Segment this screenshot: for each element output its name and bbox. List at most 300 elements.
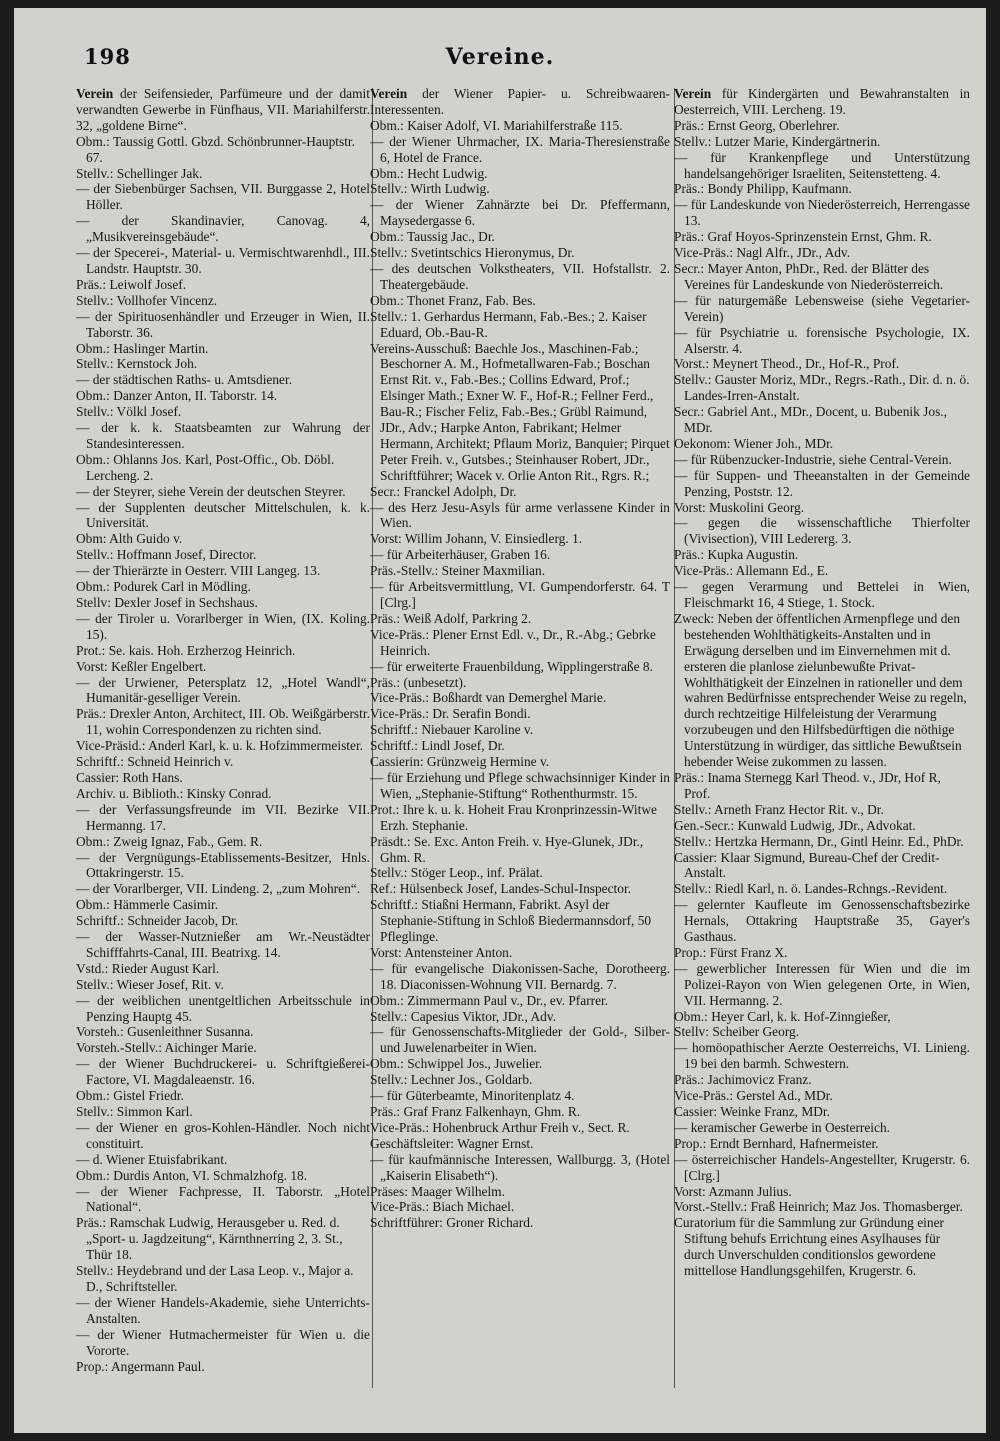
entry-text: Stellv.: Hertzka Hermann, Dr., Gintl Heinr. Ed., PhDr. [674,833,964,849]
officer-line [76,166,370,182]
directory-entry [674,293,970,325]
officer-line [674,1088,970,1104]
officer-line [370,118,670,134]
entry-text: — für evangelische Diakonissen-Sache, Dorotheerg. 18. Diaconissen-Wohnung VII. Bernardg. 7. [370,960,670,992]
entry-text: Stellv.: Kernstock Joh. [76,356,198,372]
officer-line [674,611,970,770]
officer-line [76,754,370,770]
entry-text: — der Specerei-, Material- u. Vermischtwarenhdl., III. Landstr. Hauptstr. 30. [76,245,370,276]
officer-line [76,388,370,404]
officer-line [76,1168,370,1184]
entry-text: — der Wiener Hutmachermeister für Wien u. die Vororte. [76,1326,370,1358]
officer-line [370,611,670,627]
entry-text: — für Erziehung und Pflege schwachsinniger Kinder in Wien, „Stephanie-Stiftung“ Rothenthurmstr. 15. [370,769,670,801]
officer-line [370,802,670,834]
officer-line [674,372,970,404]
officer-line [76,1040,370,1056]
officer-line [370,1056,670,1072]
officer-line [76,341,370,357]
directory-entry [370,1088,670,1104]
officer-line [370,754,670,770]
officer-line [76,897,370,913]
officer-line [76,913,370,929]
officer-line [370,1072,670,1088]
entry-text: Stellv: Scheiber Georg. [674,1024,800,1040]
officer-line [674,547,970,563]
entry-text: Vice-Präsid.: Anderl Karl, k. u. k. Hofzimmermeister. [76,738,364,754]
officer-line [76,1215,370,1263]
entry-text: — der Vergnügungs-Etablissements-Besitzer, Hnls. Ottakringerstr. 15. [76,849,370,881]
entry-text: Obm.: Taussig Jac., Dr. [370,229,495,245]
entry-text: — der Wiener Uhrmacher, IX. Maria-Theresienstraße 6, Hotel de France. [370,133,670,165]
directory-entry [76,500,370,532]
officer-line [370,309,670,341]
officer-line [370,834,670,866]
officer-line [674,356,970,372]
entry-text: — für Suppen- und Theeanstalten in der Gemeinde Penzing, Poststr. 12. [674,467,970,499]
entry-heading: Verein [76,86,114,101]
entry-text: Vorst: Keßler Engelbert. [76,658,207,674]
directory-entry [76,1120,370,1152]
entry-text: — für Landeskunde von Niederösterreich, Herrengasse 13. [674,197,970,229]
entry-text: Vorst: Willim Johann, V. Einsiedlerg. 1. [370,531,583,547]
directory-entry [76,420,370,452]
book-page [14,8,986,1433]
page-number: 198 [84,44,131,69]
officer-line [674,500,970,516]
entry-text: Präs.: Graf Franz Falkenhayn, Ghm. R. [370,1104,581,1119]
officer-line [76,643,370,659]
officer-line [370,675,670,691]
entry-text: — des deutschen Volkstheaters, VII. Hofstallstr. 2. Theatergebäude. [370,260,670,292]
entry-heading: Verein [674,86,712,101]
entry-text: — der Spirituosenhändler und Erzeuger in Wien, II. Taborstr. 36. [76,308,370,340]
entry-text: Stellv.: Lutzer Marie, Kindergärtnerin. [674,133,881,149]
entry-text: Schriftf.: Niebauer Karoline v. [370,722,534,738]
entry-text: Zweck: Neben der öffentlichen Armenpflege und den bestehenden Wohlthätigkeits-Anstalten und in Erwägung derselben und im Einvernehmen mit d. ersteren die planlose zielunbewußte Privat-Wohlthätigkeit der Einzelnen in rationeller und dem wahren Bedürfnisse entsprechender Weise zu regeln, durch rechtzeitige Hilfeleistung der Verarmung vorzubeugen und den Hilfsbedürftigen die nöthige Unterstützung in würdiger, das sittliche Bewußtsein hebender Weise zukommen zu lassen. [674,610,967,770]
directory-entry [674,1152,970,1184]
officer-line [674,818,970,834]
entry-text: Vice-Präs.: Hohenbruck Arthur Freih v., Sect. R. [370,1119,630,1135]
entry-text: — der k. k. Staatsbeamten zur Wahrung der Standesinteressen. [76,420,370,451]
directory-entry [674,1040,970,1072]
officer-line [674,1136,970,1152]
entry-text: Stellv.: 1. Gerhardus Hermann, Fab.-Bes.; 2. Kaiser Eduard, Ob.-Bau-R. [370,308,647,340]
entry-text: — der Wiener Buchdruckerei- u. Schriftgießerei-Factore, VI. Magdaleaenstr. 16. [76,1056,370,1088]
entry-text: Archiv. u. Biblioth.: Kinsky Conrad. [76,785,272,801]
entry-text: — der Wiener en gros-Kohlen-Händler. Noch nicht constituirt. [76,1119,370,1151]
entry-text: — der Siebenbürger Sachsen, VII. Burggasse 2, Hotel Höller. [76,181,370,213]
directory-entry [76,563,370,579]
officer-line [76,356,370,372]
directory-entry [370,659,670,675]
entry-text: Obm.: Hämmerle Casimir. [76,897,219,913]
entry-text: Präs.: (unbesetzt). [370,674,467,690]
entry-text: — für erweiterte Frauenbildung, Wipplingerstraße 8. [370,658,653,674]
directory-entry [76,86,370,134]
entry-text: Gen.-Secr.: Kunwald Ludwig, JDr., Advokat. [674,817,916,833]
directory-entry [674,961,970,1009]
directory-entry [674,197,970,229]
entry-text: Stellv.: Schellinger Jak. [76,165,203,181]
entry-text: Vorst.-Stellv.: Fraß Heinrich; Maz Jos. Thomasberger. [674,1199,963,1215]
entry-text: Obm.: Taussig Gottl. Gbzd. Schönbrunner-Hauptstr. 67. [76,133,355,165]
directory-entry [370,197,670,229]
entry-text: Cassier: Roth Hans. [76,769,183,785]
entry-text: — für kaufmännische Interessen, Wallburgg. 3, (Hotel „Kaiserin Elisabeth“). [370,1151,670,1183]
page-title: Vereine. [445,44,555,70]
officer-line [76,277,370,293]
entry-text: — gelernter Kaufleute im Genossenschaftsbezirke Hernals, Ottakring Hauptstraße 35, Gayer's Gasthaus. [674,897,970,945]
entry-text: — der Wiener Fachpresse, II. Taborstr. „Hotel National“. [76,1183,370,1215]
officer-line [370,245,670,261]
entry-text: Schriftf.: Schneid Heinrich v. [76,754,234,770]
officer-line [370,1009,670,1025]
entry-text: Prop.: Fürst Franz X. [674,944,788,960]
entry-text: — der Wiener Zahnärzte bei Dr. Pfeffermann, Maysedergasse 6. [370,197,670,229]
entry-text: Präs.: Kupka Augustin. [674,547,799,563]
entry-text: Stellv.: Stöger Leop., inf. Prälat. [370,865,543,881]
officer-line [76,706,370,738]
entry-text: Vice-Präs.: Nagl Alfr., JDr., Adv. [674,245,851,261]
entry-text: Präs.: Graf Hoyos-Sprinzenstein Ernst, Ghm. R. [674,229,932,245]
officer-line [674,229,970,245]
directory-entry [674,325,970,357]
directory-entry [370,261,670,293]
entry-text: Stellv: Dexler Josef in Sechshaus. [76,595,258,610]
entry-text: für Kindergärten und Bewahranstalten in Oesterreich, VIII. Lercheng. 19. [674,86,970,117]
entry-text: Präs.: Inama Sternegg Karl Theod. v., JDr, Hof R, Prof. [674,769,941,801]
officer-line [674,245,970,261]
entry-text: Präsdt.: Se. Exc. Anton Freih. v. Hye-Glunek, JDr., Ghm. R. [370,833,644,865]
officer-line [370,738,670,754]
entry-text: Vorst: Muskolini Georg. [674,499,805,515]
entry-text: Obm.: Durdis Anton, VI. Schmalzhofg. 18. [76,1167,308,1183]
directory-entry [76,1295,370,1327]
officer-line [674,802,970,818]
entry-text: — der Supplenten deutscher Mittelschulen, k. k. Universität. [76,499,370,531]
officer-line [674,850,970,882]
entry-heading: Verein [370,86,408,101]
entry-text: Präs.-Stellv.: Steiner Maxmilian. [370,563,546,579]
entry-text: Secr.: Franckel Adolph, Dr. [370,483,517,499]
officer-line [370,531,670,547]
directory-entry [674,452,970,468]
directory-entry [76,1327,370,1359]
directory-entry [76,675,370,707]
entry-text: Cassierin: Grünzweig Hermine v. [370,754,550,770]
directory-entry [76,993,370,1025]
entry-text: Stellv.: Völkl Josef. [76,404,182,420]
entry-text: Obm.: Zweig Ignaz, Fab., Gem. R. [76,833,263,849]
officer-line [370,341,670,484]
officer-line [674,563,970,579]
entry-text: — keramischer Gewerbe in Oesterreich. [674,1119,891,1135]
entry-text: Stellv.: Riedl Karl, n. ö. Landes-Rchngs.-Revident. [674,881,948,897]
entry-text: — der Steyrer, siehe Verein der deutschen Steyrer. [76,483,346,499]
officer-line [76,547,370,563]
entry-text: Stellv.: Vollhofer Vincenz. [76,292,218,308]
directory-entry [370,961,670,993]
officer-line [674,118,970,134]
entry-text: Vice-Präs.: Allemann Ed., E. [674,563,829,579]
officer-line [370,1199,670,1215]
entry-text: — der Thierärzte in Oesterr. VIII Langeg. 13. [76,563,321,579]
officer-line [76,1024,370,1040]
directory-entry [76,484,370,500]
entry-text: — des Herz Jesu-Asyls für arme verlassene Kinder in Wien. [370,499,670,531]
entry-text: Obm.: Hecht Ludwig. [370,165,488,181]
entry-text: — für Psychiatrie u. forensische Psychologie, IX. Alserstr. 4. [674,324,970,356]
entry-text: — für Güterbeamte, Minoritenplatz 4. [370,1088,575,1104]
entry-text: Obm.: Ohlanns Jos. Karl, Post-Offic., Ob. Döbl. Lercheng. 2. [76,451,335,483]
officer-line [370,865,670,881]
directory-entry [370,1024,670,1056]
officer-line [674,1104,970,1120]
entry-text: Vorst.: Meynert Theod., Dr., Hof-R., Prof. [674,356,900,372]
officer-line [76,452,370,484]
entry-text: Vice-Präs.: Boßhardt van Demerghel Marie. [370,690,607,706]
entry-text: — gewerblicher Interessen für Wien und die im Polizei-Rayon von Wien gelegenen Orte, in Wien, VII. Hermanng. 2. [674,960,970,1008]
entry-text: Prop.: Erndt Bernhard, Hafnermeister. [674,1135,879,1151]
entry-text: Secr.: Mayer Anton, PhDr., Red. der Blätter des Vereines für Landeskunde von Niederösterreich. [674,260,944,292]
entry-text: — der Urwiener, Petersplatz 12, „Hotel Wandl“, Humanitär-geselliger Verein. [76,674,370,706]
entry-text: Vorst: Antensteiner Anton. [370,944,513,960]
entry-text: Obm.: Zimmermann Paul v., Dr., ev. Pfarrer. [370,992,609,1008]
directory-entry [674,897,970,945]
officer-line [370,1136,670,1152]
directory-entry [370,579,670,611]
entry-text: Obm: Alth Guido v. [76,531,183,547]
officer-line [674,770,970,802]
entry-text: Obm.: Schwippel Jos., Juwelier. [370,1056,543,1072]
directory-entry [370,500,670,532]
directory-entry [76,1152,370,1168]
directory-entry [370,1152,670,1184]
officer-line [76,579,370,595]
directory-entry [674,1120,970,1136]
officer-line [674,181,970,197]
officer-line [76,961,370,977]
officer-line [370,1215,670,1231]
officer-line [370,993,670,1009]
officer-line [76,595,370,611]
entry-text: Secr.: Gabriel Ant., MDr., Docent, u. Bubenik Jos., MDr. [674,404,947,436]
entry-text: Vstd.: Rieder August Karl. [76,960,220,976]
entry-text: — für Krankenpflege und Unterstützung handelsangehöriger Israeliten, Seitenstetteng. 4. [674,149,970,181]
officer-line [76,293,370,309]
entry-text: Stellv.: Gauster Moriz, MDr., Regrs.-Rath., Dir. d. n. ö. Landes-Irren-Anstalt. [674,372,970,404]
entry-text: Schriftf.: Stiaßni Hermann, Fabrikt. Asyl der Stephanie-Stiftung in Schloß Biedermannsdorf, 50 Pfleglinge. [370,897,652,945]
entry-text: — homöopathischer Aerzte Oesterreichs, VI. Linieng. 19 bei den barmh. Schwestern. [674,1040,970,1072]
officer-line [370,1184,670,1200]
entry-text: — der Skandinavier, Canovag. 4, „Musikvereinsgebäude“. [76,213,370,245]
entry-text: Oekonom: Wiener Joh., MDr. [674,435,834,451]
directory-entry [76,611,370,643]
officer-line [674,1215,970,1279]
officer-line [370,484,670,500]
officer-line [674,261,970,293]
entry-text: Prot.: Se. kais. Hoh. Erzherzog Heinrich. [76,642,296,658]
entry-text: Präses: Maager Wilhelm. [370,1183,505,1199]
entry-text: — der Wasser-Nutznießer am Wr.-Neustädter Schifffahrts-Canal, III. Beatrixg. 14. [76,929,370,960]
directory-entry [674,86,970,118]
entry-text: Schriftführer: Groner Richard. [370,1215,534,1231]
directory-entry [370,547,670,563]
entry-text: Obm.: Thonet Franz, Fab. Bes. [370,292,536,308]
entry-text: Präs.: Weiß Adolf, Parkring 2. [370,610,532,626]
directory-entry [76,213,370,245]
entry-text: Stellv.: Lechner Jos., Goldarb. [370,1072,533,1088]
entry-text: Prop.: Angermann Paul. [76,1358,205,1374]
officer-line [370,1104,670,1120]
entry-text: Obm.: Heyer Carl, k. k. Hof-Zinngießer, [674,1008,891,1024]
officer-line [674,945,970,961]
entry-text: Stellv.: Simmon Karl. [76,1104,193,1119]
directory-entry [370,134,670,166]
directory-entry [76,881,370,897]
officer-line [370,293,670,309]
officer-line [76,786,370,802]
entry-text: Geschäftsleiter: Wagner Ernst. [370,1135,534,1151]
officer-line [370,945,670,961]
entry-text: — der Vorarlberger, VII. Lindeng. 2, „zum Mohren“. [76,881,361,897]
officer-line [674,134,970,150]
entry-text: Stellv.: Heydebrand und der Lasa Leop. v., Major a. D., Schriftsteller. [76,1263,354,1294]
officer-line [76,738,370,754]
directory-entry [76,1056,370,1088]
directory-entry [76,181,370,213]
officer-line [76,1104,370,1120]
entry-text: — für naturgemäße Lebensweise (siehe Vegetarier-Verein) [674,292,970,324]
officer-line [674,1199,970,1215]
entry-text: Obm.: Haslinger Martin. [76,340,209,356]
directory-entry [76,850,370,882]
directory-entry [674,515,970,547]
entry-text: — der städtischen Raths- u. Amtsdiener. [76,372,293,388]
entry-text: Obm.: Podurek Carl in Mödling. [76,579,251,595]
entry-text: Curatorium für die Sammlung zur Gründung einer Stiftung behufs Errichtung eines Asylhauses für durch Unverschulden conditionslos gewordene mittellose Handlungsgehilfen, Krugerstr. 6. [674,1215,944,1279]
column-middle [370,86,670,1386]
officer-line [76,134,370,166]
officer-line [370,897,670,945]
entry-text: Vice-Präs.: Gerstel Ad., MDr. [674,1088,833,1104]
entry-text: Präs.: Jachimovicz Franz. [674,1072,812,1088]
officer-line [76,977,370,993]
directory-entry [674,468,970,500]
officer-line [370,881,670,897]
directory-entry [76,309,370,341]
officer-line [674,436,970,452]
entry-text: Stellv.: Hoffmann Josef, Director. [76,547,257,563]
entry-text: Obm.: Danzer Anton, II. Taborstr. 14. [76,388,278,404]
entry-text: Vereins-Ausschuß: Baechle Jos., Maschinen-Fab.; Beschorner A. M., Hofmetallwaren-Fab.; Boschan Ernst Rit. v., Fab.-Bes.; Collins Edward, Prof.; Elsinger Math.; Exner W. F., Hof-R.; Fellner Ferd., Bau-R.; Fischer Feliz, Fab.-Bes.; Grübl Raimund, JDr., Adv.; Harpke Anton, Fabrikant; Helmer Hermann, Architekt; Pflaum Moriz, Banquier; Pirquet Peter Freih. v., Gutsbes.; Steinhauser Robert, JDr., Schriftführer; Wacek v. Orlie Anton Rit., Rgrs. R.; [370,340,670,483]
entry-text: — österreichischer Handels-Angestellter, Krugerstr. 6. [Clrg.] [674,1151,970,1183]
officer-line [370,229,670,245]
entry-text: Obm.: Kaiser Adolf, VI. Mariahilferstraße 115. [370,117,623,133]
entry-text: Vice-Präs.: Plener Ernst Edl. v., Dr., R.-Abg.; Gebrke Heinrich. [370,626,656,658]
page-header [14,44,986,84]
entry-text: — für Rübenzucker-Industrie, siehe Central-Verein. [674,451,952,467]
entry-text: Cassier: Weinke Franz, MDr. [674,1104,830,1119]
officer-line [76,659,370,675]
officer-line [674,1072,970,1088]
officer-line [370,706,670,722]
officer-line [370,166,670,182]
entry-text: Prot.: Ihre k. u. k. Hoheit Frau Kronprinzessin-Witwe Erzh. Stephanie. [370,801,657,833]
officer-line [674,1184,970,1200]
directory-entry [76,1184,370,1216]
entry-text: — für Arbeiterhäuser, Graben 16. [370,547,551,563]
entry-text: der Seifensieder, Parfümeure und der damit verwandten Gewerbe in Fünfhaus, VII. Mariahilferstr. 32, „goldene Birne“. [76,86,370,133]
column-left [76,86,370,1386]
entry-text: Präs.: Ernst Georg, Oberlehrer. [674,117,840,133]
entry-text: — gegen die wissenschaftliche Thierfolter (Vivisection), VIII Ledererg. 3. [674,515,970,547]
entry-text: Ref.: Hülsenbeck Josef, Landes-Schul-Inspector. [370,881,632,897]
entry-text: Präs.: Leiwolf Josef. [76,276,187,292]
entry-text: Stellv.: Svetintschics Hieronymus, Dr. [370,245,575,261]
entry-text: Schriftf.: Lindl Josef, Dr. [370,738,505,754]
officer-line [76,404,370,420]
officer-line [76,834,370,850]
officer-line [674,834,970,850]
officer-line [674,1024,970,1040]
officer-line [370,690,670,706]
entry-text: — für Genossenschafts-Mitglieder der Gold-, Silber- und Juwelenarbeiter in Wien. [370,1024,670,1056]
directory-entry [674,579,970,611]
entry-text: Präs.: Drexler Anton, Architect, III. Ob. Weißgärberstr. 11, wohin Correspondenzen zu richten sind. [76,706,370,738]
officer-line [76,770,370,786]
entry-text: — der Verfassungsfreunde im VII. Bezirke VII. Hermanng. 17. [76,801,370,833]
entry-text: — der weiblichen unentgeltlichen Arbeitsschule in Penzing Hauptg 45. [76,992,370,1024]
officer-line [370,1120,670,1136]
officer-line [76,531,370,547]
entry-text: Stellv.: Capesius Viktor, JDr., Adv. [370,1008,557,1024]
entry-text: Vice-Präs.: Biach Michael. [370,1199,515,1215]
entry-text: Vice-Präs.: Dr. Serafin Bondi. [370,706,531,722]
entry-text: Präs.: Ramschak Ludwig, Herausgeber u. Red. d. „Sport- u. Jagdzeitung“, Kärnthnerring 2, 3. St., Thür 18. [76,1215,343,1263]
officer-line [370,181,670,197]
directory-entry [76,372,370,388]
directory-entry [76,929,370,961]
officer-line [674,881,970,897]
directory-entry [76,245,370,277]
officer-line [76,1359,370,1375]
directory-entry [370,770,670,802]
officer-line [370,627,670,659]
entry-text: — d. Wiener Etuisfabrikant. [76,1151,228,1167]
officer-line [76,1263,370,1295]
entry-text: Schriftf.: Schneider Jacob, Dr. [76,913,239,929]
entry-text: — für Arbeitsvermittlung, VI. Gumpendorferstr. 64. T [Clrg.] [370,579,670,610]
officer-line [76,1088,370,1104]
entry-text: Stellv.: Wieser Josef, Rit. v. [76,976,224,992]
entry-text: Stellv.: Arneth Franz Hector Rit. v., Dr. [674,801,884,817]
entry-text: — der Tiroler u. Vorarlberger in Wien, (IX. Koling. 15). [76,610,370,642]
officer-line [674,1009,970,1025]
directory-entry [370,86,670,118]
entry-text: Vorst: Azmann Julius. [674,1183,792,1199]
entry-text: der Wiener Papier- u. Schreibwaaren-Interessenten. [370,86,670,117]
officer-line [370,563,670,579]
entry-text: Obm.: Gistel Friedr. [76,1088,184,1104]
officer-line [370,722,670,738]
directory-entry [76,802,370,834]
entry-text: — gegen Verarmung und Bettelei in Wien, Fleischmarkt 16, 4 Stiege, 1. Stock. [674,579,970,610]
entry-text: Vorsteh.: Gusenleithner Susanna. [76,1024,254,1040]
entry-text: — der Wiener Handels-Akademie, siehe Unterrichts-Anstalten. [76,1294,370,1326]
entry-text: Cassier: Klaar Sigmund, Bureau-Chef der Credit-Anstalt. [674,849,940,881]
